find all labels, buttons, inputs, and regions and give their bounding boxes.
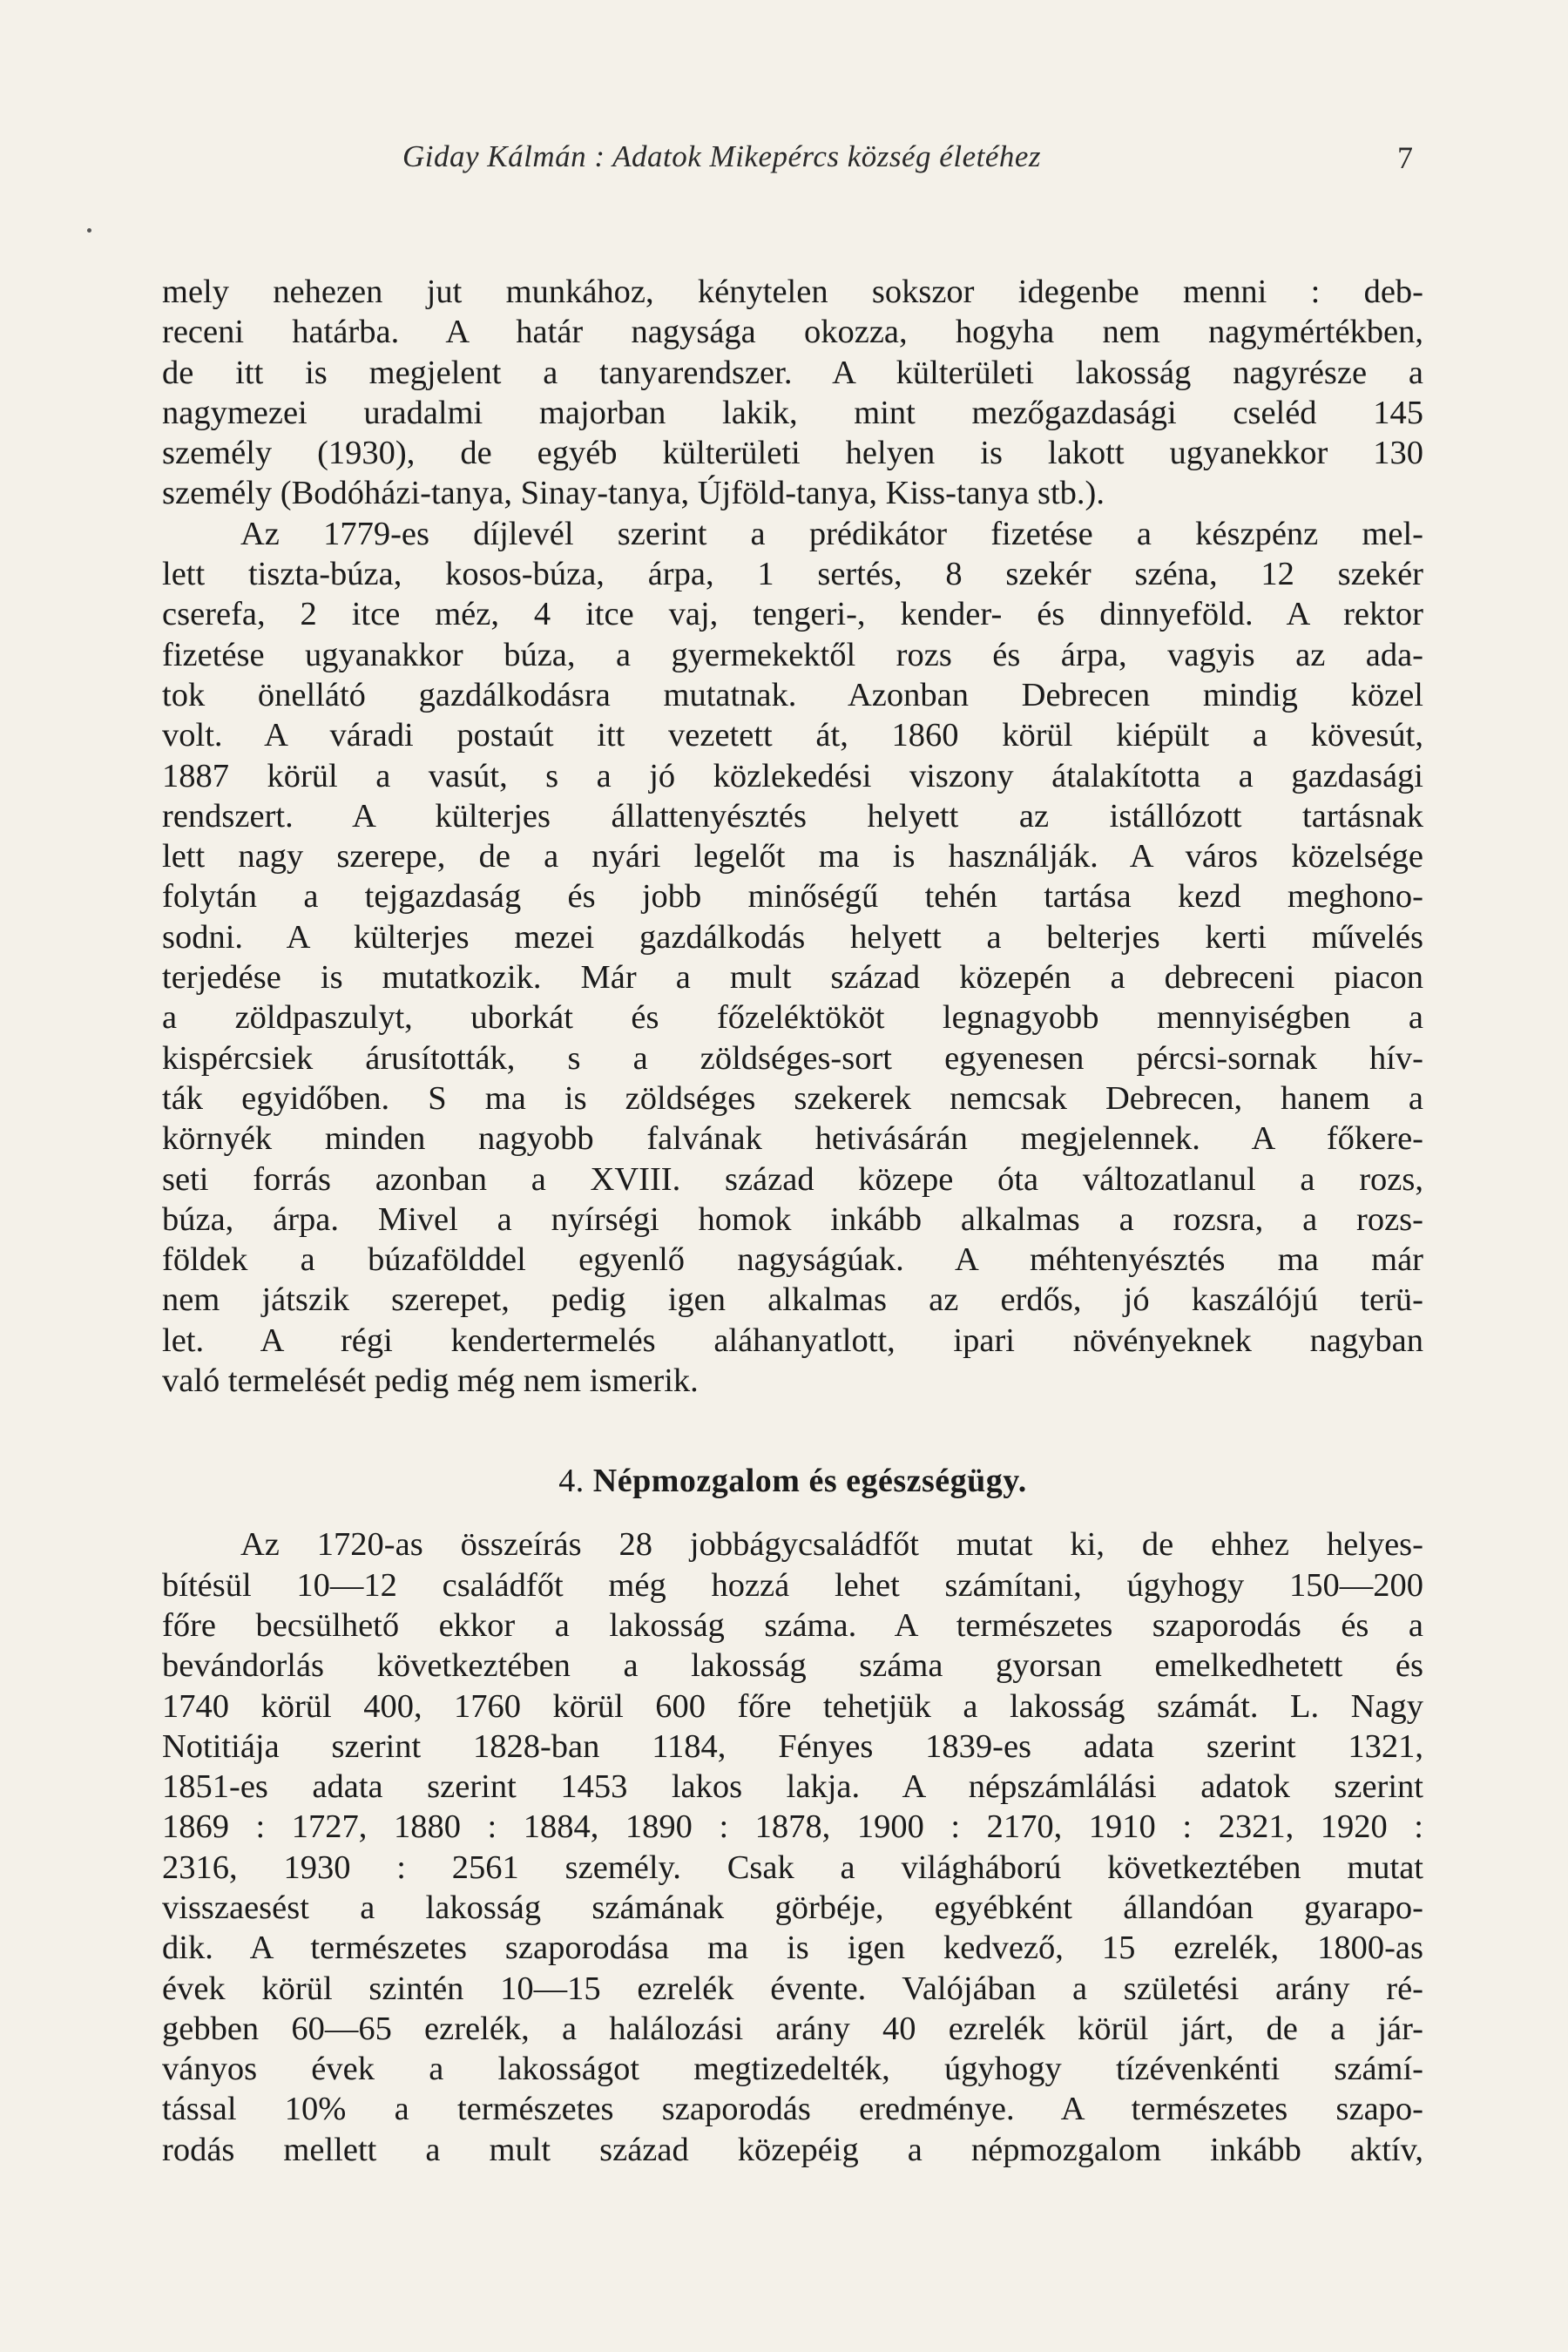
text-line: ták egyidőben. S ma is zöldséges szekerek nemcsak Debrecen, hanem a bbox=[162, 1079, 1423, 1117]
text-line: Az 1720-as összeírás 28 jobbágycsaládfőt mutat ki, de ehhez helyes- bbox=[240, 1526, 1423, 1564]
text-line: let. A régi kendertermelés aláhanyatlott, ipari növényeknek nagyban bbox=[162, 1321, 1423, 1359]
text-line: főre becsülhető ekkor a lakosság száma. A természetes szaporodás és a bbox=[162, 1606, 1423, 1644]
text-line: 1887 körül a vasút, s a jó közlekedési viszony átalakította a gazdasági bbox=[162, 757, 1423, 794]
text-line: lett tiszta-búza, kosos-búza, árpa, 1 sertés, 8 szekér széna, 12 szekér bbox=[162, 556, 1423, 593]
spacer bbox=[162, 1401, 1423, 1455]
page-number: 7 bbox=[1397, 140, 1413, 175]
text-line: tok önellátó gazdálkodásra mutatnak. Azonban Debrecen mindig közel bbox=[162, 676, 1423, 713]
text-line: sodni. A külterjes mezei gazdálkodás helyett a belterjes kerti művelés bbox=[162, 918, 1423, 956]
paragraph-2 bbox=[162, 514, 1423, 1402]
text-line: de itt is megjelent a tanyarendszer. A külterületi lakosság nagyrésze a bbox=[162, 354, 1423, 391]
text-line: Az 1779-es díjlevél szerint a prédikátor fizetése a készpénz mel- bbox=[240, 515, 1423, 552]
section-title: Népmozgalom és egészségügy. bbox=[592, 1463, 1027, 1500]
text-line: visszaesést a lakosság számának görbéje, egyébként állandóan gyarapo- bbox=[162, 1889, 1423, 1926]
text-line: cserefa, 2 itce méz, 4 itce vaj, tengeri-, kender- és dinnyeföld. A rektor bbox=[162, 596, 1423, 633]
text-line: folytán a tejgazdaság és jobb minőségű tehén tartása kezd meghono- bbox=[162, 878, 1423, 916]
text-line: rodás mellett a mult század közepéig a népmozgalom inkább aktív, bbox=[162, 2131, 1423, 2168]
text-line: tással 10% a természetes szaporodás eredménye. A természetes szapo- bbox=[162, 2091, 1423, 2128]
text-line: ványos évek a lakosságot megtizedelték, úgyhogy tízévenkénti számí- bbox=[162, 2051, 1423, 2088]
text-line: bítésül 10—12 családfőt még hozzá lehet számítani, úgyhogy 150—200 bbox=[162, 1566, 1423, 1604]
text-line: kispércsiek árusították, s a zöldséges-sort egyenesen pércsi-sornak hív- bbox=[162, 1039, 1423, 1077]
text-line: búza, árpa. Mivel a nyírségi homok inkább alkalmas a rozsra, a rozs- bbox=[162, 1200, 1423, 1238]
text-line: nem játszik szerepet, pedig igen alkalmas az erdős, jó kaszálójú terü- bbox=[162, 1281, 1423, 1319]
text-line: bevándorlás következtében a lakosság száma gyorsan emelkedhetett és bbox=[162, 1647, 1423, 1685]
text-line: volt. A váradi postaút itt vezetett át, 1860 körül kiépült a kövesút, bbox=[162, 717, 1423, 754]
text-line: a zöldpaszulyt, uborkát és főzeléktököt legnagyobb mennyiségben a bbox=[162, 999, 1423, 1037]
text-line: mely nehezen jut munkához, kénytelen sokszor idegenbe menni : deb- bbox=[162, 274, 1423, 310]
text-line: Notitiája szerint 1828-ban 1184, Fényes 1839-es adata szerint 1321, bbox=[162, 1727, 1423, 1765]
text-line: földek a búzafölddel egyenlő nagyságúak. A méhtenyésztés ma már bbox=[162, 1241, 1423, 1279]
text-line: dik. A természetes szaporodása ma is igen kedvező, 15 ezrelék, 1800-as bbox=[162, 1930, 1423, 1967]
running-title: Giday Kálmán : Adatok Mikepércs község életéhez bbox=[402, 139, 1042, 173]
text-line: 1869 : 1727, 1880 : 1884, 1890 : 1878, 1900 : 2170, 1910 : 2321, 1920 : bbox=[162, 1808, 1423, 1846]
ink-speck bbox=[87, 228, 91, 233]
text-line: fizetése ugyanakkor búza, a gyermekektől rozs és árpa, vagyis az ada- bbox=[162, 636, 1423, 673]
text-line: 2316, 1930 : 2561 személy. Csak a világháború következtében mutat bbox=[162, 1848, 1423, 1886]
text-line: évek körül szintén 10—15 ezrelék évente. Valójában a születési arány ré- bbox=[162, 1970, 1423, 2007]
body-text bbox=[162, 272, 1423, 2170]
text-line: lett nagy szerepe, de a nyári legelőt ma is használják. A város közelsége bbox=[162, 838, 1423, 875]
text-line: környék minden nagyobb falvának hetivásárán megjelennek. A főkere- bbox=[162, 1120, 1423, 1158]
paragraph-1 bbox=[162, 272, 1423, 514]
text-line: 1740 körül 400, 1760 körül 600 főre tehetjük a lakosság számát. L. Nagy bbox=[162, 1687, 1423, 1725]
text-line: nagymezei uradalmi majorban lakik, mint mezőgazdasági cseléd 145 bbox=[162, 394, 1423, 431]
text-line: receni határba. A határ nagysága okozza, hogyha nem nagymértékben, bbox=[162, 314, 1423, 351]
text-line: személy (Bodóházi-tanya, Sinay-tanya, Újföld-tanya, Kiss-tanya stb.). bbox=[162, 475, 1105, 512]
text-line: 1851-es adata szerint 1453 lakos lakja. A népszámlálási adatok szerint bbox=[162, 1768, 1423, 1806]
text-line: seti forrás azonban a XVIII. század közepe óta változatlanul a rozs, bbox=[162, 1160, 1423, 1198]
text-line: személy (1930), de egyéb külterületi helyen is lakott ugyanekkor 130 bbox=[162, 435, 1423, 472]
section-number: 4. bbox=[558, 1463, 585, 1500]
text-line: való termelését pedig még nem ismerik. bbox=[162, 1362, 699, 1400]
section-heading bbox=[162, 1455, 1423, 1524]
text-line: gebben 60—65 ezrelék, a halálozási arány 40 ezrelék körül járt, de a jár- bbox=[162, 2010, 1423, 2047]
paragraph-3 bbox=[162, 1524, 1423, 2170]
text-line: rendszert. A külterjes állattenyésztés helyett az istállózott tartásnak bbox=[162, 797, 1423, 835]
running-head bbox=[402, 139, 1413, 183]
text-line: terjedése is mutatkozik. Már a mult század közepén a debreceni piacon bbox=[162, 959, 1423, 997]
